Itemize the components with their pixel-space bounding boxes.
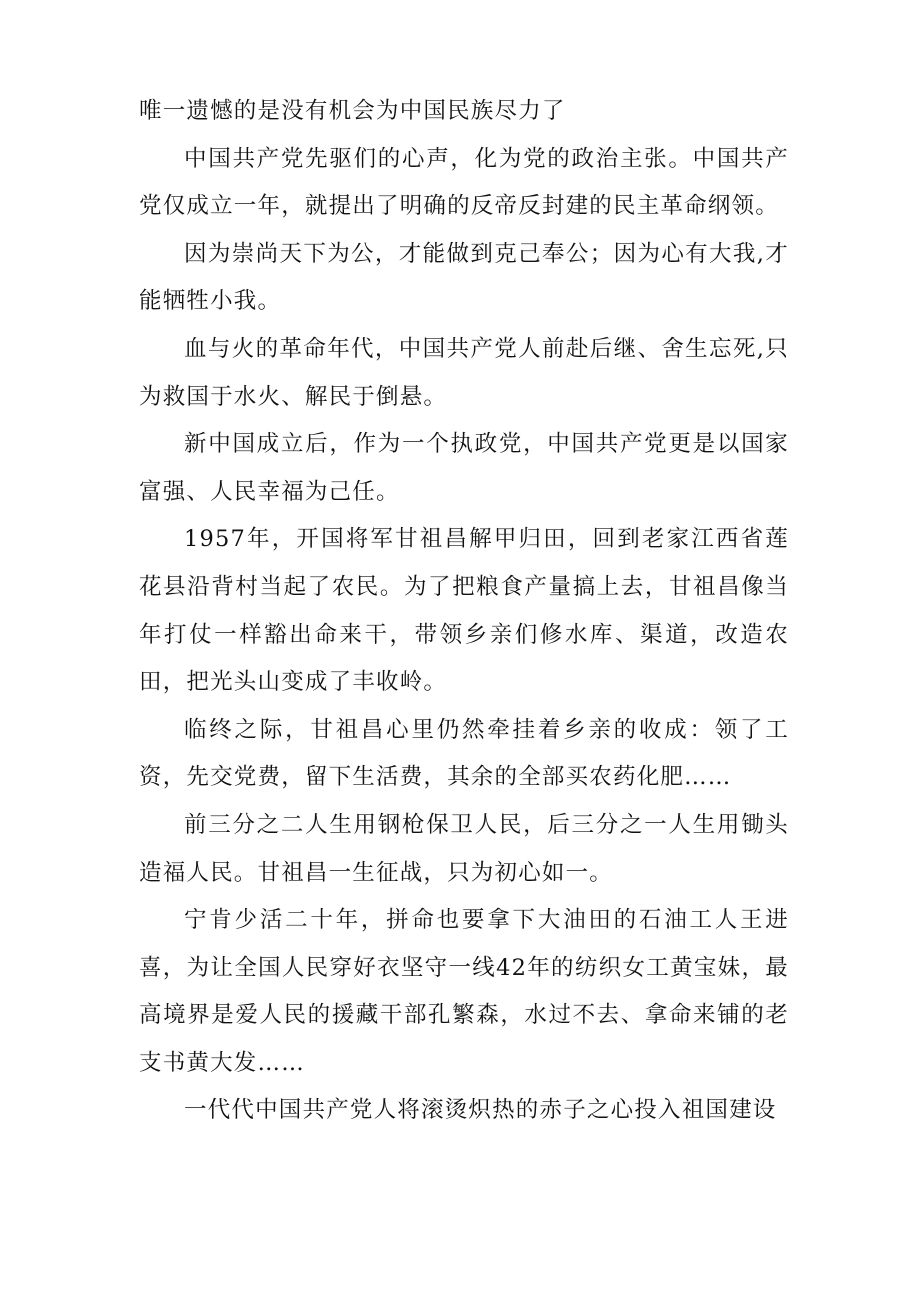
- paragraph: 因为崇尚天下为公，才能做到克己奉公；因为心有大我,才能牺牲小我。: [139, 240, 789, 315]
- paragraph: 宁肯少活二十年，拼命也要拿下大油田的石油工人王进喜，为让全国人民穿好衣坚守一线42年的纺织女工黄宝妹，最高境界是爱人民的援藏干部孔繁森，水过不去、拿命来铺的老支书黄大发……: [139, 907, 789, 1076]
- paragraph: 一代代中国共产党人将滚烫炽热的赤子之心投入祖国建设: [184, 1097, 777, 1124]
- document-body: [139, 88, 789, 1135]
- paragraph: 前三分之二人生用钢枪保卫人民，后三分之一人生用锄头造福人民。甘祖昌一生征战，只为初心如一。: [139, 811, 789, 886]
- paragraph: 1957年，开国将军甘祖昌解甲归田，回到老家江西省莲花县沿背村当起了农民。为了把粮食产量搞上去，甘祖昌像当年打仗一样豁出命来干，带领乡亲们修水库、渠道，改造农田，把光头山变成了丰收岭。: [139, 526, 789, 696]
- paragraph-continuation: 唯一遗憾的是没有机会为中国民族尽力了: [139, 98, 566, 124]
- paragraph: 中国共产党先驱们的心声，化为党的政治主张。中国共产党仅成立一年，就提出了明确的反帝反封建的民主革命纲领。: [139, 145, 789, 220]
- paragraph: 血与火的革命年代，中国共产党人前赴后继、舍生忘死,只为救国于水火、解民于倒悬。: [139, 335, 789, 410]
- paragraph: 新中国成立后，作为一个执政党，中国共产党更是以国家富强、人民幸福为己任。: [139, 431, 789, 505]
- paragraph: 临终之际，甘祖昌心里仍然牵挂着乡亲的收成：领了工资，先交党费，留下生活费，其余的全部买农药化肥……: [139, 716, 789, 791]
